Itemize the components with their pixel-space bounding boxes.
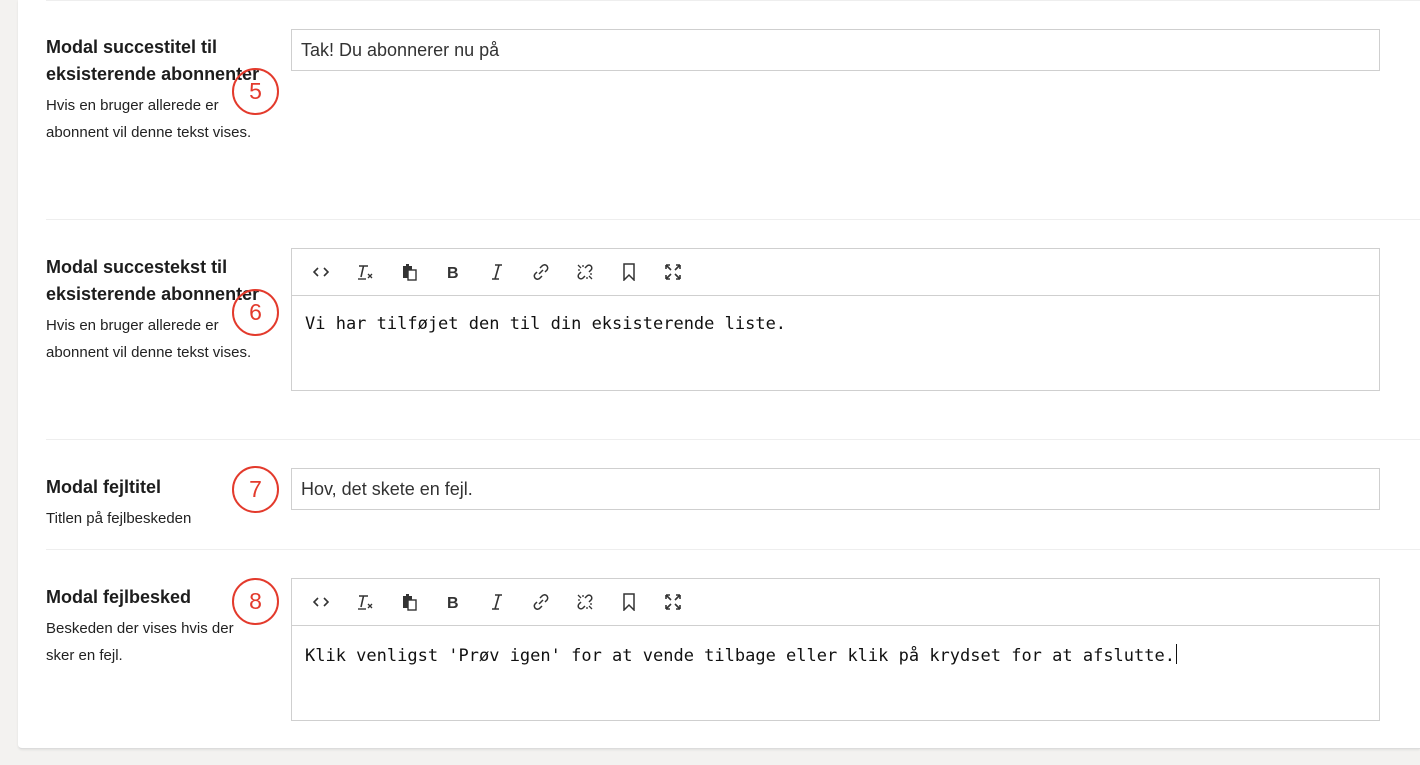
annotation-badge-6: 6	[232, 289, 279, 336]
bold-icon[interactable]	[438, 257, 468, 287]
error-title-input[interactable]	[291, 468, 1380, 510]
source-code-icon[interactable]	[306, 587, 336, 617]
success-title-input[interactable]	[291, 29, 1380, 71]
source-code-icon[interactable]	[306, 257, 336, 287]
remove-format-icon[interactable]	[350, 587, 380, 617]
success-text-editor	[291, 248, 1380, 391]
svg-text:B: B	[447, 265, 459, 280]
annotation-badge-8: 8	[232, 578, 279, 625]
field-title: Modal fejlbesked	[46, 587, 192, 607]
field-description: Titlen på fejlbeskeden	[46, 510, 192, 527]
italic-icon[interactable]	[482, 587, 512, 617]
field-title: Modal succestekst til eksisterende abonnenter	[46, 257, 260, 304]
editor-text: Klik venligst 'Prøv igen' for at vende tilbage eller klik på krydset for at afslutte.	[305, 646, 1175, 666]
field-description: Hvis en bruger allerede er abonnent vil denne tekst vises.	[46, 317, 252, 361]
settings-panel	[18, 0, 1420, 749]
editor-content[interactable]	[292, 626, 1379, 684]
link-icon[interactable]	[526, 257, 556, 287]
annotation-badge-5: 5	[232, 68, 279, 115]
annotation-badge-7: 7	[232, 466, 279, 513]
link-icon[interactable]	[526, 587, 556, 617]
editor-toolbar	[292, 249, 1379, 296]
divider	[46, 219, 1420, 220]
paste-icon[interactable]	[394, 587, 424, 617]
italic-icon[interactable]	[482, 257, 512, 287]
divider	[46, 439, 1420, 440]
field-description: Beskeden der vises hvis der sker en fejl.	[46, 620, 234, 664]
field-title: Modal succestitel til eksisterende abonnenter	[46, 37, 260, 84]
svg-text:B: B	[447, 595, 459, 610]
unlink-icon[interactable]	[570, 587, 600, 617]
field-title: Modal fejltitel	[46, 477, 162, 497]
divider	[46, 0, 1420, 1]
field-description: Hvis en bruger allerede er abonnent vil denne tekst vises.	[46, 97, 252, 141]
remove-format-icon[interactable]	[350, 257, 380, 287]
bold-icon[interactable]	[438, 587, 468, 617]
paste-icon[interactable]	[394, 257, 424, 287]
editor-text: Vi har tilføjet den til din eksisterende liste.	[305, 314, 787, 334]
fullscreen-icon[interactable]	[658, 587, 688, 617]
unlink-icon[interactable]	[570, 257, 600, 287]
fullscreen-icon[interactable]	[658, 257, 688, 287]
text-caret	[1176, 644, 1177, 664]
bookmark-icon[interactable]	[614, 257, 644, 287]
bookmark-icon[interactable]	[614, 587, 644, 617]
error-message-editor	[291, 578, 1380, 721]
editor-toolbar	[292, 579, 1379, 626]
divider	[46, 549, 1420, 550]
editor-content[interactable]	[292, 296, 1379, 352]
